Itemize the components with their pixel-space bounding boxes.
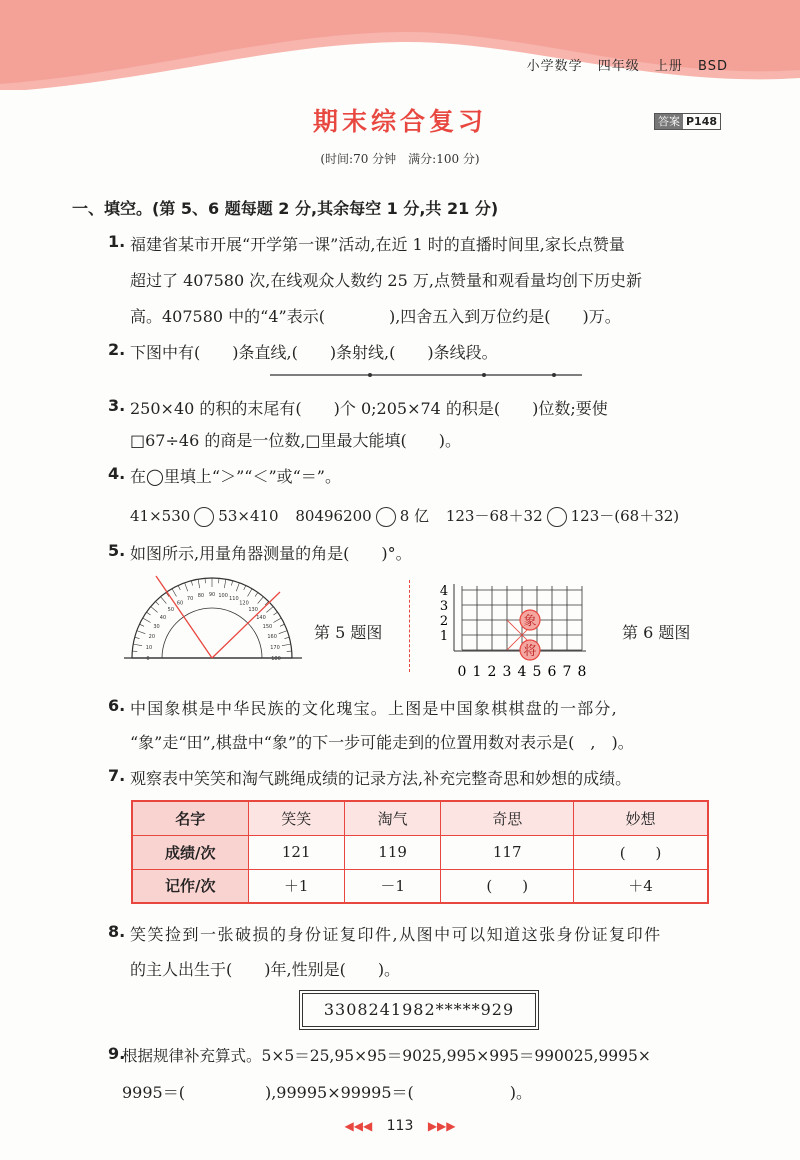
protractor-label: 40 xyxy=(159,614,167,621)
figure-divider xyxy=(409,580,410,672)
protractor-tick xyxy=(284,637,289,638)
protractor-tick xyxy=(133,644,142,646)
protractor-label: 80 xyxy=(197,592,205,599)
id-number-box: 3308241982*****929 xyxy=(302,993,536,1027)
protractor-tick xyxy=(280,624,285,626)
page-number: 113 xyxy=(386,1118,414,1134)
protractor-label: 20 xyxy=(148,634,156,641)
protractor-tick xyxy=(266,607,273,613)
protractor-tick xyxy=(224,579,226,588)
table-cell: 成绩/次 xyxy=(132,835,248,869)
board-y-tick: 4 xyxy=(439,584,449,599)
q2-text: 下图中有( )条直线,( )条射线,( )条线段。 xyxy=(130,343,498,362)
q7-number: 7. xyxy=(108,766,126,785)
board-x-tick: 2 xyxy=(487,664,497,680)
protractor-label: 110 xyxy=(229,595,239,602)
q9-number: 9. xyxy=(108,1044,126,1063)
header-wave xyxy=(0,0,800,90)
protractor-label: 90 xyxy=(208,592,216,598)
protractor-tick xyxy=(185,583,188,591)
q6-line1: 中国象棋是中华民族的文化瑰宝。上图是中国象棋棋盘的一部分, xyxy=(130,699,618,718)
next-arrows-icon: ▶▶▶ xyxy=(427,1119,456,1133)
table-cell-blank[interactable]: ( ) xyxy=(574,835,708,869)
q3-line2: □67÷46 的商是一位数,□里最大能填( )。 xyxy=(130,431,462,450)
protractor-tick xyxy=(172,589,177,597)
jump-rope-table xyxy=(131,800,709,904)
q7-text: 观察表中笑笑和淘气跳绳成绩的记录方法,补充完整奇思和妙想的成绩。 xyxy=(130,769,632,788)
section-heading: 一、填空。(第 5、6 题每题 2 分,其余每空 1 分,共 21 分) xyxy=(72,199,499,218)
q6-number: 6. xyxy=(108,696,126,715)
protractor-tick xyxy=(273,618,281,623)
table-header: 笑笑 xyxy=(248,801,344,835)
protractor-label: 160 xyxy=(267,634,277,641)
table-cell: 记作/次 xyxy=(132,869,248,903)
protractor-tick xyxy=(255,592,258,596)
grade: 四年级 xyxy=(597,59,640,74)
protractor-label: 150 xyxy=(262,624,273,630)
protractor-tick xyxy=(139,624,144,626)
protractor-tick xyxy=(231,581,232,586)
protractor-tick xyxy=(282,644,291,646)
prev-arrows-icon: ◀◀◀ xyxy=(344,1119,373,1133)
table-header: 奇思 xyxy=(441,801,574,835)
general-piece: 将 xyxy=(523,644,537,659)
volume: 上册 xyxy=(654,59,683,74)
protractor-label: 30 xyxy=(153,624,160,630)
protractor-tick xyxy=(244,585,246,590)
protractor-figure xyxy=(120,574,306,666)
table-header: 妙想 xyxy=(574,801,708,835)
q1-line2: 超过了 407580 次,在线观众人数约 25 万,点赞量和观看量均创下历史新 xyxy=(130,271,642,290)
board-y-tick: 1 xyxy=(439,629,449,644)
answer-label: 答案 xyxy=(655,114,683,129)
q1-number: 1. xyxy=(108,232,126,251)
board-x-tick: 0 xyxy=(457,664,467,680)
table-cell: 117 xyxy=(441,835,574,869)
compare-circle[interactable] xyxy=(376,507,396,527)
q1-line3: 高。407580 中的“4”表示( ),四舍五入到万位约是( )万。 xyxy=(130,307,621,326)
protractor-label: 70 xyxy=(186,595,194,602)
table-cell: 119 xyxy=(344,835,440,869)
protractor-tick xyxy=(191,581,192,586)
table-cell: ＋1 xyxy=(248,869,344,903)
protractor-label: 130 xyxy=(248,606,258,613)
protractor-tick xyxy=(151,607,158,613)
protractor-label: 120 xyxy=(239,600,249,607)
exam-info: (时间:70 分钟 满分:100 分) xyxy=(320,152,480,166)
subject: 小学数学 xyxy=(526,59,583,74)
q3-line1: 250×40 的积的末尾有( )个 0;205×74 的积是( )位数;要使 xyxy=(130,399,608,418)
board-x-tick: 5 xyxy=(532,664,542,680)
protractor-tick xyxy=(137,631,145,634)
edition: BSD xyxy=(698,59,728,74)
cmp-c-right: 123－(68＋32) xyxy=(570,507,680,525)
q2-line-figure xyxy=(270,368,590,382)
answer-page: P148 xyxy=(686,115,718,128)
protractor-label: 170 xyxy=(270,644,280,651)
protractor-tick xyxy=(248,589,253,597)
board-y-tick: 2 xyxy=(439,614,449,629)
table-header: 名字 xyxy=(132,801,248,835)
table-cell: －1 xyxy=(344,869,440,903)
cmp-b-left: 80496200 xyxy=(295,507,372,525)
q3-number: 3. xyxy=(108,396,126,415)
protractor-tick xyxy=(143,618,151,623)
compare-circle[interactable] xyxy=(194,507,214,527)
table-cell: 121 xyxy=(248,835,344,869)
page-title: 期末综合复习 xyxy=(312,107,487,136)
protractor-tick xyxy=(178,585,180,590)
q1-line1: 福建省某市开展“开学第一课”活动,在近 1 时的直播时间里,家长点赞量 xyxy=(130,235,625,254)
protractor-label: 50 xyxy=(167,606,175,613)
table-row xyxy=(132,801,708,835)
elephant-piece: 象 xyxy=(523,614,537,629)
table-header: 淘气 xyxy=(344,801,440,835)
q9-line2: 9995＝( ),99995×99995＝( )。 xyxy=(122,1083,532,1102)
q4-number: 4. xyxy=(108,464,126,483)
q6-line2: “象”走“田”,棋盘中“象”的下一步可能走到的位置用数对表示是( , )。 xyxy=(130,733,634,752)
table-row xyxy=(132,869,708,903)
q8-line2: 的主人出生于( )年,性别是( )。 xyxy=(130,960,401,979)
protractor-tick xyxy=(155,601,159,605)
protractor-label: 0 xyxy=(146,656,150,662)
q6-caption: 第 6 题图 xyxy=(622,623,691,642)
protractor-tick xyxy=(273,612,277,615)
board-x-tick: 3 xyxy=(502,664,512,680)
table-cell: ＋4 xyxy=(574,869,708,903)
q2-number: 2. xyxy=(108,340,126,359)
protractor-tick xyxy=(135,637,140,638)
board-x-tick: 6 xyxy=(547,664,557,680)
q8-line1: 笑笑捡到一张破损的身份证复印件,从图中可以知道这张身份证复印件 xyxy=(130,925,662,944)
protractor-tick xyxy=(236,583,239,591)
board-x-tick: 8 xyxy=(577,664,587,680)
cmp-a-right: 53×410 xyxy=(218,507,279,525)
protractor-label: 60 xyxy=(176,600,184,607)
protractor-label: 140 xyxy=(256,614,266,621)
table-cell-blank[interactable]: ( ) xyxy=(441,869,574,903)
protractor-tick xyxy=(146,612,150,615)
compare-circle[interactable] xyxy=(547,507,567,527)
table-row xyxy=(132,835,708,869)
header-meta xyxy=(517,55,728,74)
q5-caption: 第 5 题图 xyxy=(314,623,383,642)
answer-tag[interactable] xyxy=(654,113,721,130)
board-x-tick: 1 xyxy=(472,664,482,680)
cmp-a-left: 41×530 xyxy=(130,507,191,525)
cmp-c-left: 123－68＋32 xyxy=(445,507,543,525)
page-footer xyxy=(0,1118,800,1134)
xiangqi-board-figure xyxy=(436,578,606,682)
q9-line1: 根据规律补充算式。5×5＝25,95×95＝9025,995×995＝990025,9995× xyxy=(122,1047,651,1065)
board-y-tick: 3 xyxy=(439,599,449,614)
q5-number: 5. xyxy=(108,541,126,560)
q8-number: 8. xyxy=(108,922,126,941)
q4-text: 在◯里填上“＞”“＜”或“＝”。 xyxy=(130,467,341,486)
q5-text: 如图所示,用量角器测量的角是( )°。 xyxy=(130,544,412,563)
protractor-label: 180 xyxy=(271,656,281,662)
protractor-label: 100 xyxy=(218,592,228,599)
protractor-tick xyxy=(198,579,200,588)
cmp-b-right: 8 亿 xyxy=(399,507,430,525)
board-x-tick: 4 xyxy=(517,664,527,680)
protractor-tick xyxy=(258,597,264,604)
q4-comparisons xyxy=(130,505,679,527)
protractor-label: 10 xyxy=(145,644,153,651)
protractor-tick xyxy=(279,631,287,634)
protractor-tick xyxy=(161,597,167,604)
board-x-tick: 7 xyxy=(562,664,572,680)
